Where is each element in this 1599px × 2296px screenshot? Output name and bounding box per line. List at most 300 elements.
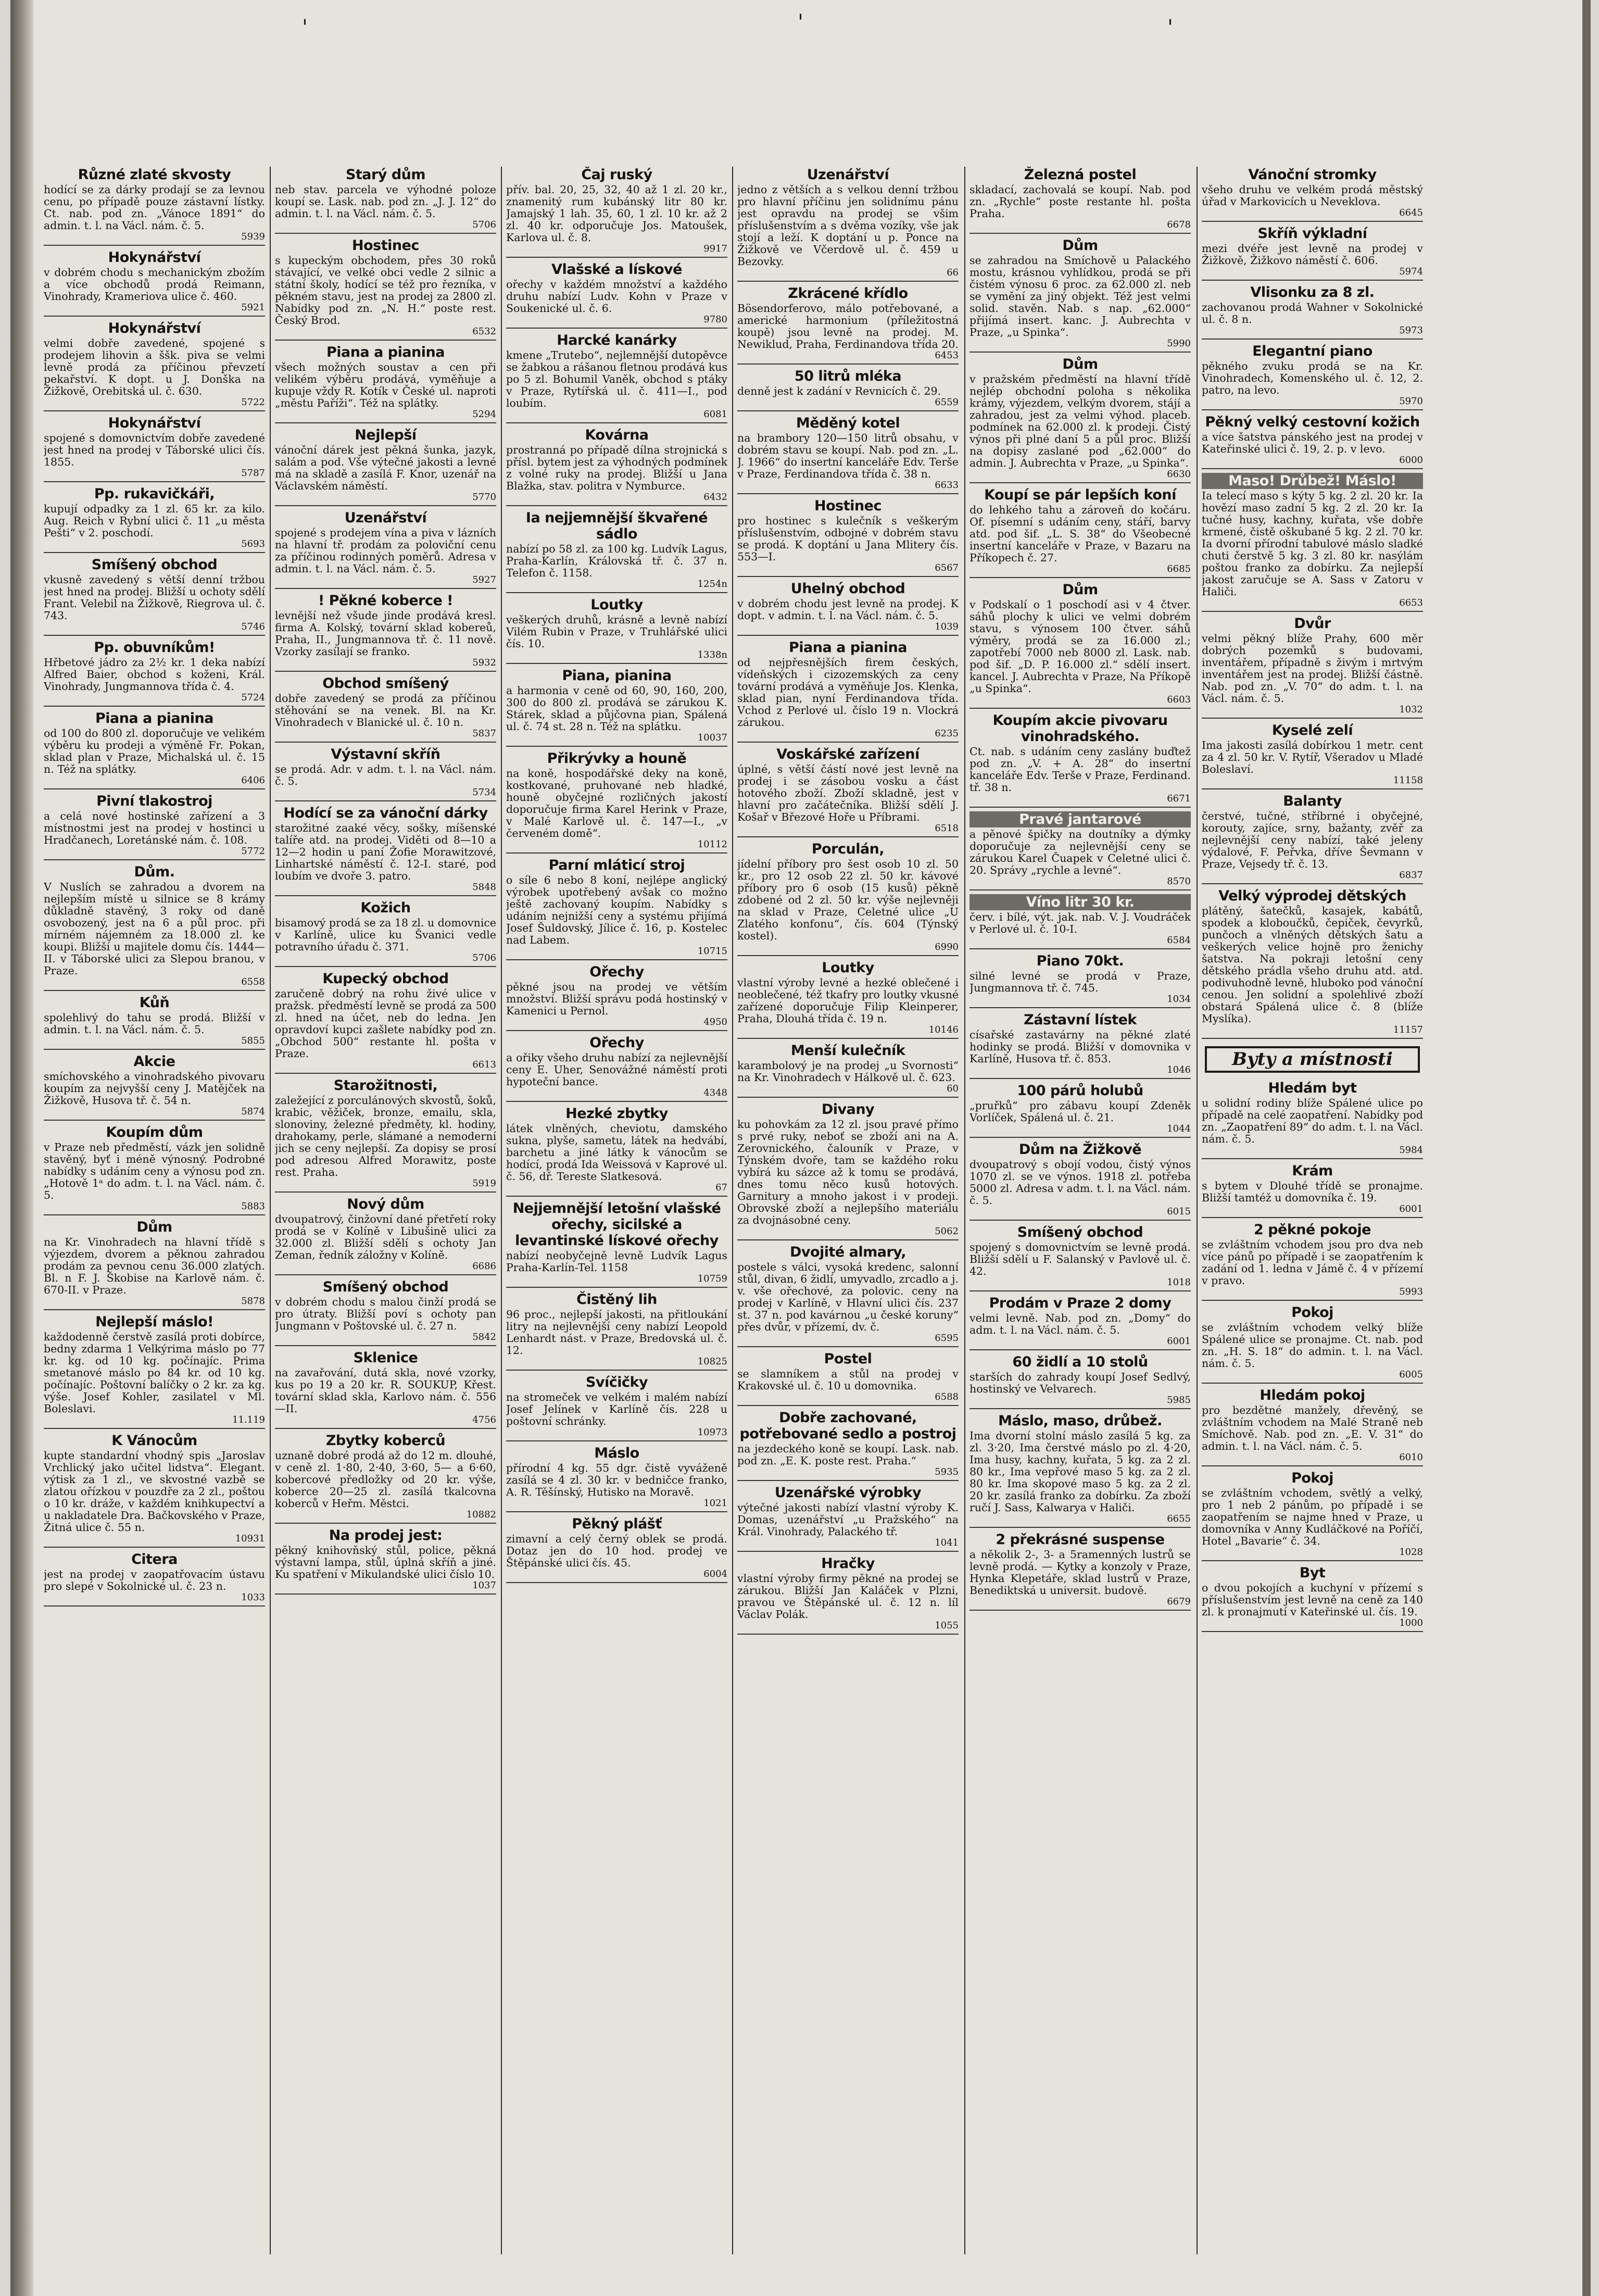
ad-title: Smíšený obchod — [1017, 1224, 1143, 1240]
ad-body: pěkný knihovňský stůl, police, pěkná výstavní lampa, stůl, úplná skříň a jiné. Ku spatření v Mikulandské ulici číslo 10. — [275, 1544, 496, 1580]
section-banner: Byty a místnosti — [1205, 1046, 1420, 1073]
ad-title: Měděný kotel — [796, 415, 900, 431]
ad-separator — [44, 481, 265, 482]
ad-body: hodící se za dárky prodají se za levnou cenu, po případě pouze zástavní lístky. Ct. nab. pod zn. „Vánoce 1891“ do admin. t. l. na Václ. nám. č. 5. — [44, 183, 265, 232]
ad-number: 67 — [715, 1182, 727, 1193]
classified-ad — [737, 1043, 959, 1098]
ad-number: 6432 — [703, 492, 727, 503]
ad-number: 11157 — [1393, 1024, 1423, 1035]
ad-separator — [737, 1097, 959, 1098]
classified-ad — [506, 964, 727, 1031]
ad-separator — [506, 852, 727, 854]
ad-number: 1046 — [1167, 1064, 1191, 1075]
ad-title: Ořechy — [589, 1035, 644, 1051]
classified-ad — [275, 510, 496, 589]
classified-ad — [970, 167, 1191, 234]
ad-number: 6603 — [1167, 694, 1191, 705]
ad-body: karambolový je na prodej „u Svornosti“ na Kr. Vinohradech v Hálkově ul. č. 623. — [737, 1059, 959, 1084]
ad-title: Kyselé zelí — [1271, 722, 1353, 738]
ad-title: Dům — [1062, 356, 1098, 372]
ad-number: 6630 — [1167, 469, 1191, 480]
ad-number: 6679 — [1167, 1596, 1191, 1607]
classified-ad — [1202, 1163, 1423, 1218]
ad-title: Smíšený obchod — [91, 557, 218, 573]
ad-title: Máslo — [594, 1445, 639, 1461]
ad-title: Balanty — [1283, 793, 1342, 809]
ad-title: Výstavní skříň — [331, 746, 440, 762]
ad-number: 5724 — [241, 692, 265, 703]
classified-ad — [275, 746, 496, 801]
classified-ad — [970, 1083, 1191, 1138]
ad-body: císařské zastavárny na pěkné zlaté hodinky se prodá. Bližší v domovnika v Karlíně, Husova tř. č. 853. — [970, 1028, 1191, 1065]
ad-separator — [506, 592, 727, 593]
ad-title: 60 židlí a 10 stolů — [1012, 1354, 1148, 1370]
classified-ad — [275, 971, 496, 1074]
classified-ad — [1202, 1304, 1423, 1384]
ad-body: se zvláštním vchodem, světlý a velký, pro 1 neb 2 pánům, po případě i se zaopatřením se najme hned v Praze, u domovníka v Anny Kudláčkové na Poříčí, Hotel „Bavarie“ č. 34. — [1202, 1487, 1423, 1547]
classified-ad — [506, 1291, 727, 1371]
ad-separator — [275, 505, 496, 506]
ad-number: 10759 — [697, 1273, 727, 1284]
ad-number: 6532 — [472, 326, 496, 337]
classified-ad — [275, 237, 496, 341]
classified-ad — [737, 1555, 959, 1635]
ad-number: 1032 — [1399, 704, 1423, 715]
ad-title: Zástavní lístek — [1024, 1012, 1137, 1028]
ad-title: Kůň — [139, 995, 170, 1011]
ad-separator — [506, 1101, 727, 1102]
ad-number: 6001 — [1167, 1336, 1191, 1347]
ad-body: a pěnové špičky na doutníky a dýmky doporučuje za nejlevnější ceny se zárukou Karel Čuapek v Celetné ulici č. 20. Správy „rychle a levné“. — [970, 828, 1191, 876]
ad-number: 5984 — [1399, 1145, 1423, 1156]
ad-body: výtečné jakosti nabízí vlastní výroby K. Domas, uzenářství „u Pražského“ na Král. Vinohrady, Palackého tř. — [737, 1501, 959, 1538]
ad-body: dobře zavedený se prodá za příčinou stěhování se na venek. Bl. na Kr. Vinohradech v Blanické ul. č. 10 n. — [275, 692, 496, 729]
ad-title: K Vánocům — [111, 1433, 197, 1449]
ad-body: bisamový prodá se za 18 zl. u domovnice v Karlíně, ulice ku Švanici vedle potravního úřadu č. 371. — [275, 917, 496, 953]
ad-title: Voskářské zařízení — [776, 746, 920, 762]
ad-separator — [506, 257, 727, 258]
ad-number: 6453 — [935, 350, 959, 361]
ad-body: mezi dvéře jest levně na prodej v Žižkově, Žižkovo náměstí č. 606. — [1202, 242, 1423, 267]
ad-title: Hezké zbytky — [565, 1106, 668, 1122]
ad-body: spojený s domovnictvím se levně prodá. Bližší sdělí u F. Salanský v Pavlově ul. č. 42. — [970, 1241, 1191, 1277]
ad-body: s bytem v Dlouhé třídě se pronajme. Bližší tamtéž u domovníka č. 19. — [1202, 1180, 1423, 1204]
ad-separator — [275, 1345, 496, 1346]
classified-ad — [506, 261, 727, 329]
ad-body: všech možných soustav a cen při velikém výběru prodává, vyměňuje a kupuje vždy R. Kotík v České ul. naproti „městu Paříži“. Též na splátky. — [275, 361, 496, 409]
ad-separator — [1202, 409, 1423, 410]
ad-separator — [1202, 883, 1423, 884]
ad-title: Koupí se pár lepších koní — [984, 487, 1176, 503]
classified-ad — [275, 167, 496, 234]
ad-number: 5787 — [241, 468, 265, 479]
ad-separator — [1202, 1465, 1423, 1466]
ad-separator — [1202, 1631, 1423, 1632]
ad-title: 50 litrů mléka — [794, 368, 902, 384]
ad-title: Maso! Drůbež! Máslo! — [1202, 473, 1423, 489]
ad-number: 6000 — [1399, 455, 1423, 466]
ad-body: o dvou pokojích a kuchyní v přízemí s příslušenstvím jest levně na ceně za 140 zl. k pronajmutí v Kateřinské ul. čís. 19. — [1202, 1582, 1423, 1618]
ad-body: na stromeček ve velkém i malém nabízí Josef Jelínek v Karlíně čís. 228 u poštovní schránky. — [506, 1391, 727, 1427]
ad-number: 5973 — [1399, 325, 1423, 336]
ink-mark: ' — [798, 10, 803, 34]
ad-number: 6655 — [1167, 1513, 1191, 1524]
ad-number: 5706 — [472, 219, 496, 230]
ad-body: a celá nové hostinské zařízení a 3 místnostmi jest na prodej v hostinci u Hradčanech, Loretánské nám. č. 108. — [44, 810, 265, 846]
ad-separator — [44, 788, 265, 789]
ad-number: 6685 — [1167, 563, 1191, 574]
ad-separator — [506, 1440, 727, 1441]
ad-separator — [737, 836, 959, 837]
ad-separator — [1202, 1038, 1423, 1039]
classified-ad — [737, 639, 959, 743]
ad-separator — [275, 671, 496, 672]
ad-body: denně jest k zadání v Revnicích č. 29. — [737, 385, 941, 397]
ad-body: vánoční dárek jest pěkná šunka, jazyk, salám a pod. Vše výtečné jakosti a levné má na skladě a zasílá F. Knor, uzenář na Václavském náměstí. — [275, 444, 496, 492]
classified-ad — [970, 1012, 1191, 1079]
ad-title: Vlisonku za 8 zl. — [1250, 284, 1375, 300]
ad-separator — [44, 1120, 265, 1121]
classified-ad — [1202, 473, 1423, 612]
ad-number: 4756 — [472, 1414, 496, 1425]
ad-title: Dům — [1062, 237, 1098, 254]
classified-ad — [275, 1077, 496, 1193]
ad-separator — [44, 1049, 265, 1050]
ad-body: v dobrém chodu jest levně na prodej. K dopt. v admin. t. l. na Václ. nám. č. 5. — [737, 597, 959, 622]
ad-body: spojené s domovnictvím dobře zavedené jest hned na prodej v Táborské ulici čís. 1855. — [44, 432, 265, 468]
ad-body: spolehlivý do tahu se prodá. Bližší v admin. t. l. na Václ. nám. č. 5. — [44, 1011, 265, 1036]
ad-body: od 100 do 800 zl. doporučuje ve velikém výběru ku prodeji a výměně Fr. Pokan, sklad plan v Praze, Michalská ul. č. 15 n. Též na splátky. — [44, 727, 265, 775]
classified-ad — [275, 675, 496, 743]
ad-number: 6678 — [1167, 219, 1191, 230]
ad-separator — [44, 1605, 265, 1607]
ad-title: Byt — [1299, 1565, 1326, 1581]
ad-body: všeho druhu ve velkém prodá městský úřad v Markovicích u Neveklova. — [1202, 183, 1423, 208]
ad-number: 5974 — [1399, 266, 1423, 277]
ad-body: silné levné se prodá v Praze, Jungmannova tř. č. 745. — [970, 970, 1191, 994]
ad-number: 1039 — [935, 621, 959, 632]
ad-title: Divany — [821, 1101, 875, 1118]
ad-number: 5734 — [472, 787, 496, 798]
ad-title: Menší kulečník — [790, 1043, 905, 1059]
ink-mark: ' — [302, 16, 308, 40]
ad-separator — [275, 1523, 496, 1524]
ad-body: se zvláštním vchodem jsou pro dva neb více pánů po případě i se zaopatřením k zadání od 1. ledna v Jámě č. 4 v přízemí v pravo. — [1202, 1238, 1423, 1287]
ad-title: Dům. — [134, 864, 175, 880]
ad-number: 5772 — [241, 846, 265, 857]
classified-ad — [275, 1279, 496, 1346]
ad-title: Pokoj — [1291, 1470, 1333, 1486]
classified-ad — [44, 486, 265, 553]
ad-title: Na prodej jest: — [329, 1527, 443, 1544]
ad-separator — [970, 233, 1191, 234]
ad-number: 5878 — [241, 1296, 265, 1307]
ad-body: na jezdeckého koně se koupí. Lask. nab. pod zn. „E. K. poste rest. Praha.“ — [737, 1442, 959, 1467]
ad-title: Zkrácené křídlo — [788, 285, 908, 302]
ad-number: 5842 — [472, 1332, 496, 1343]
ad-title: Pokoj — [1291, 1304, 1333, 1321]
ad-number: 6558 — [241, 976, 265, 987]
ad-body: a několik 2-, 3- a 5ramenných lustrů se levně prodá. — Kytky a konzoly v Praze, Hynka Klepetáře, sklad lustrů v Praze, Benediktská u universit. budově. — [970, 1548, 1191, 1597]
ad-number: 5883 — [241, 1201, 265, 1212]
classified-ad — [737, 415, 959, 494]
classified-ad — [44, 320, 265, 411]
ad-body: jest na prodej v zaopatřovacím ústavu pro slepé v Sokolnické ul. č. 23 n. — [44, 1568, 265, 1592]
ad-title: Pěkný velký cestovní kožich — [1205, 414, 1420, 430]
ad-body: spojené s prodejem vína a piva v lázních na hlavní tř. prodám za poloviční cenu za příčinou rodinných poměrů. Adresa v admin. t. l. na Václ. nám. č. 5. — [275, 526, 496, 575]
ad-body: Ia telecí maso s kýty 5 kg. 2 zl. 20 kr. Ia hovězí maso zadní 5 kg. 2 zl. 20 kr. Ia tučné husy, kachny, kuřata, vše dobře krmené, čistě oškubané 5 kg. 2 zl. 70 kr. Ia dvorní přírodní tabulové máslo sladké chuti čerstvě 5 kg. 3 zl. 80 kr. nasýlám poštou franko za dobírku. Za nejlepší jakost zaručuje se A. Sass v Zatoru v Haliči. — [1202, 490, 1423, 598]
ad-title: Uhelný obchod — [790, 581, 905, 597]
ad-number: 9917 — [703, 243, 727, 254]
ad-body: ořechy v každém množství a každého druhu nabízí Ludv. Kohn v Praze v Soukenické ul. č. 6. — [506, 278, 727, 315]
ad-separator — [737, 1346, 959, 1347]
ad-separator — [44, 1214, 265, 1215]
ad-number: 1055 — [935, 1620, 959, 1631]
ad-title: Hokynářství — [108, 415, 201, 431]
classified-ad — [970, 811, 1191, 890]
classified-ad — [44, 995, 265, 1050]
ad-separator — [275, 800, 496, 801]
ad-title: Harcké kanárky — [557, 332, 677, 348]
ad-separator — [506, 1287, 727, 1288]
classified-ad — [275, 1433, 496, 1524]
ad-title: 2 pěkné pokoje — [1254, 1222, 1371, 1238]
ad-title: Hledám pokoj — [1260, 1387, 1365, 1403]
ad-title: 100 párů holubů — [1017, 1083, 1143, 1099]
ad-number: 6613 — [472, 1059, 496, 1070]
ad-title: Čistěný lih — [576, 1291, 657, 1308]
ad-separator — [44, 552, 265, 553]
ad-number: 5837 — [472, 728, 496, 739]
column-divider — [964, 167, 965, 2254]
classified-ad — [275, 805, 496, 896]
ad-number: 6406 — [241, 775, 265, 786]
ad-separator — [275, 1191, 496, 1193]
ad-separator — [275, 742, 496, 743]
classified-ad — [1202, 1470, 1423, 1561]
ad-body: jídelní příbory pro šest osob 10 zl. 50 kr., pro 12 osob 22 zl. 50 kr. kávové příbory pro 6 osob (15 kusů) pěkně zdobené od 2 zl. 50 kr. výše nejlevněji na sklad v Praze, Celetné ulice „U Zlatého konfonu“, čís. 604 (Týnský kostel). — [737, 858, 959, 942]
ad-number: 5294 — [472, 409, 496, 420]
ad-title: Ia nejjemnější škvařené sádlo — [525, 510, 708, 542]
classified-ad — [506, 750, 727, 854]
ad-body: plátěný, šatečků, kasajek, kabátů, spodek a kloboučků, čepiček, čevyrků, punčoch a vlněných dětských šatu a veškerých velice hojně pro ženichy šatstva. Na pokraji letošní ceny dětského prádla všeho druhu atd. atd. podivuhodně levně, hluboko pod vánoční cenou. Jen solidní a spolehlivé zboží obstará Spálená ulice č. 8 (blíže Myslíka). — [1202, 905, 1423, 1025]
column-4 — [737, 167, 959, 2265]
ad-body: na koně, hospodářské deky na koně, kostkované, pruhované neb hladké, houně obyčejné rozličných jakostí doporučuje firma Karel Herink v Praze, v Malé Karlově ul. č. 147—I., „v červeném domě“. — [506, 767, 727, 839]
ad-number: 10931 — [235, 1533, 265, 1544]
ad-number: 1000 — [1399, 1617, 1423, 1628]
ad-number: 5722 — [241, 397, 265, 408]
ad-title: Piano 70kt. — [1036, 953, 1124, 969]
classified-ad — [970, 487, 1191, 578]
ad-separator — [1202, 1383, 1423, 1384]
ad-number: 5932 — [472, 657, 496, 668]
ad-separator — [970, 482, 1191, 483]
ad-separator — [44, 859, 265, 860]
column-divider — [732, 167, 733, 2254]
classified-ad — [970, 582, 1191, 709]
ad-body: úplné, s větší částí nové jest levně na prodej i se zásobou vosku a část hotového zboží. Zboží skladně, jest v hlavní pro začátečníka. Bližší sdělí J. Košař v Březové Hoře u Příbrami. — [737, 763, 959, 823]
ad-separator — [970, 708, 1191, 709]
classified-ad — [44, 249, 265, 317]
ink-mark: ' — [1167, 16, 1173, 40]
ad-separator — [970, 577, 1191, 578]
ad-separator — [970, 1349, 1191, 1350]
classified-ad — [1202, 225, 1423, 281]
ad-body: pěkné jsou na prodej ve větším množství. Bližší správu podá hostinský v Kamenici u Pernol. — [506, 981, 727, 1017]
ad-number: 6081 — [703, 409, 727, 420]
classified-ad — [275, 344, 496, 423]
ad-number: 5985 — [1167, 1395, 1191, 1406]
ad-body: kupují odpadky za 1 zl. 65 kr. za kilo. Aug. Reich v Rybní ulici č. 11 „u města Pešti“ v 2. poschodí. — [44, 503, 265, 539]
ad-separator — [970, 889, 1191, 890]
ad-separator — [737, 742, 959, 743]
ad-separator — [506, 505, 727, 506]
classified-ad — [44, 1433, 265, 1548]
ad-separator — [737, 1239, 959, 1240]
classified-ad — [44, 1314, 265, 1429]
ad-title: Dvojité almary, — [789, 1244, 906, 1260]
ad-body: Ima dvorní stolní máslo zasílá 5 kg. za zl. 3·20, Ima čerstvé máslo po zl. 4·20, Ima husy, kachny, kuřata, 5 kg. za 2 zl. 80 kr., Ima vepřové maso 5 kg. za 2 zl. 80 kr. Ima skopové maso 5 kg. za 2 zl. 20 kr. zasílá franko za dobírku. Za zboží ručí J. Sass, Kalwarya v Haliči. — [970, 1429, 1191, 1514]
ad-title: Dobře zachované, potřebované sedlo a postroj — [739, 1410, 956, 1442]
classified-ad — [970, 712, 1191, 808]
ad-number: 60 — [947, 1083, 959, 1094]
ad-separator — [44, 410, 265, 411]
classified-ad — [44, 557, 265, 636]
classified-ad — [44, 1551, 265, 1607]
ad-body: s kupeckým obchodem, přes 30 roků stávající, ve velké obci vedle 2 silnic a státní školy, hodící se též pro řezníka, v pěkném stavu, jest na prodej za 2800 zl. Nabídky pod zn. „N. H.“ poste rest. Český Brod. — [275, 254, 496, 327]
classified-ad — [1202, 1565, 1423, 1632]
ad-body: „pruřků“ pro zábavu koupí Zdeněk Vorlíček, Spálená ul. č. 21. — [970, 1099, 1191, 1124]
ad-number: 6559 — [935, 397, 959, 408]
ad-separator — [970, 1078, 1191, 1079]
ad-separator — [737, 1405, 959, 1406]
classified-ad — [44, 864, 265, 991]
ad-body: neb stav. parcela ve výhodné poloze koupí se. Lask. nab. pod zn. „J. J. 12“ do admin. t. l. na Václ. nám. č. 5. — [275, 183, 496, 220]
ad-separator — [506, 1511, 727, 1512]
ad-body: jedno z větších a s velkou denní tržbou pro hlavní příčinu jen solidnímu pánu jest opravdu na prodej se všim příslušenstvím a s dvěma vozíky, vše jak stojí a leží. K doptání u p. Ponce na Žižkově ve Včerdově ul. č. 459 u Bezovky. — [737, 183, 959, 268]
ad-separator — [970, 1527, 1191, 1528]
ad-separator — [1202, 1158, 1423, 1159]
classified-ad — [506, 1374, 727, 1441]
ad-title: Vánoční stromky — [1248, 167, 1377, 183]
ad-body: v dobrém chodu s malou činží prodá se pro útraty. Bližší poví s ochoty pan Jungmann v Poštovské ul. č. 27 n. — [275, 1296, 496, 1332]
ad-title: Koupím dům — [106, 1124, 203, 1140]
classified-ad — [970, 1413, 1191, 1528]
ad-body: levnější než všude jinde prodává kresl. firma A. Kolský, tovární sklad kobereů, Praha, II., Jungmannova tř. č. 11 nově. Vzorky zasílají se franko. — [275, 609, 496, 658]
classified-ad — [506, 668, 727, 747]
ad-number: 8570 — [1167, 876, 1191, 887]
classified-ad — [737, 1351, 959, 1406]
ad-number: 5935 — [935, 1466, 959, 1477]
ad-separator — [1202, 788, 1423, 789]
ad-body: se zahradou na Smíchově u Palackého mostu, krásnou vyhlídkou, prodá se při čistém výnosu 6 proc. za 62.000 zl. neb se vymění za jiný objekt. Též jest velmi solid. stavěn. Nab. s nap. „62.000“ přijímá insert. kanc. J. Aubrechta v Praze, „u Spinka“. — [970, 254, 1191, 338]
ad-title: Přikrývky a houně — [547, 750, 687, 767]
ad-body: každodenně čerstvě zasílá proti dobírce, bedny zdarma 1 Velkýrima máslo po 77 kr. kg. od 10 kg. počínajíc. Prima smetanové máslo po 84 kr. od 10 kg. počínajíc. Poštovní balíčky o 2 kr. za kg. výše. Josef Kohler, zasilatel v Ml. Boleslavi. — [44, 1331, 265, 1415]
ad-body: nabízí po 58 zl. za 100 kg. Ludvík Lagus, Praha-Karlín, Královská tř. č. 37 n. Telefon č. 1158. — [506, 543, 727, 579]
ad-separator — [1202, 221, 1423, 222]
classified-ad — [970, 1295, 1191, 1350]
ad-number: 1338n — [697, 649, 727, 660]
ad-title: Pp. obuvníkům! — [94, 639, 215, 656]
classified-ad — [1202, 414, 1423, 469]
ad-number: 10973 — [697, 1427, 727, 1438]
ad-title: Nejjemnější letošní vlašské ořechy, sicilské a levantinské lískové ořechy — [512, 1200, 721, 1249]
classified-ad — [506, 1445, 727, 1512]
ad-body: pro hostinec s kulečník s veškerým příslušenstvím, odbojné v dobrém stavu se prodá. K doptání u Jana Mlitery čís. 553—I. — [737, 515, 959, 563]
classified-ad — [970, 237, 1191, 353]
ad-number: 6686 — [472, 1261, 496, 1272]
ad-number: 6653 — [1399, 597, 1423, 608]
classified-ad — [44, 639, 265, 707]
classified-ad — [970, 1532, 1191, 1611]
ad-title: Uzenářské výrobky — [774, 1485, 922, 1501]
ad-number: 5062 — [935, 1226, 959, 1237]
ad-body: přív. bal. 20, 25, 32, 40 až 1 zl. 20 kr., znamenitý rum kubánský litr 80 kr. Jamajský 1 lah. 35, 60, 1 zl. 10 kr. až 2 zl. 40 kr. odporučuje Jos. Matoušek, Karlova ul. č. 8. — [506, 183, 727, 244]
ad-separator — [737, 635, 959, 636]
ad-title: Porculán, — [811, 841, 885, 857]
ad-body: dvoupatrový s obojí vodou, čistý výnos 1070 zl. se ve výnos. 1918 zl. potřeba 5000 zl. Adresa v adm. t. l. na Václ. nám. č. 5. — [970, 1158, 1191, 1207]
classified-ad — [506, 510, 727, 593]
ad-body: v pražském předměstí na hlavní třídě nejlép obchodní poloha s několika krámy, výjezdem, velkým dvorem, stájí a zahradou, jest za velmi výhod. placeb. podmínek na 62.000 zl. k prodeji. Čistý výnos při plné daní 5 a půl proc. Bližší na dopisy zaslané pod „62.000“ do admin. J. Aubrechta v Praze, „u Spinka“. — [970, 373, 1191, 469]
ad-body: Ima jakosti zasílá dobírkou 1 metr. cent za 4 zl. 50 kr. V. Rytíř, Všeradov u Mladé Boleslaví. — [1202, 739, 1423, 775]
ad-separator — [970, 1610, 1191, 1611]
ad-title: Hledám byt — [1268, 1080, 1357, 1096]
classified-ad — [506, 1200, 727, 1288]
ad-title: Smíšený obchod — [322, 1279, 449, 1295]
ad-body: Bösendorferovo, málo potřebované, a americké harmonium (příležitostná koupě) jsou levně na prodej. M. Newiklud, Praha, Ferdinandova třída 20. — [737, 302, 959, 350]
ad-title: Železná postel — [1024, 167, 1137, 183]
ad-separator — [737, 410, 959, 411]
ad-number: 10882 — [466, 1509, 496, 1520]
ad-number: 6518 — [935, 823, 959, 834]
ad-body: ku pohovkám za 12 zl. jsou pravé přímo s prvé ruky, neboť se zboží ani na A. Zerovnického, čalouník v Praze, v Týnském dvoře, tam se každého roku vybírá ku sázce až k tomu se prodává, dnes tomu něco kusů hotových. Garnitury a mnoho jakost i v prodeji. Obrovské zboží a nejlepšího materiálu za dvojnásobné ceny. — [737, 1118, 959, 1226]
classified-ad — [275, 427, 496, 506]
ad-title: Kupecký obchod — [322, 971, 449, 987]
ad-separator — [970, 807, 1191, 808]
ad-body: u solidní rodiny blíže Spálené ulice po případě na celé zaopatření. Nabídky pod zn. „Zaopatření 89“ do adm. t. l. na Václ. nám. č. 5. — [1202, 1097, 1423, 1145]
ad-separator — [44, 706, 265, 707]
classified-ad — [737, 1410, 959, 1481]
ad-number: 10146 — [928, 1024, 959, 1035]
ad-title: Hokynářství — [108, 249, 201, 266]
column-5 — [970, 167, 1191, 2265]
ad-separator — [44, 635, 265, 636]
column-divider — [501, 167, 502, 2254]
classified-ad — [44, 793, 265, 860]
ad-title: Nejlepší máslo! — [95, 1314, 213, 1330]
ad-number: 6004 — [703, 1569, 727, 1579]
ad-title: Piana a pianina — [326, 344, 445, 360]
classified-ad — [737, 581, 959, 636]
ad-number: 5874 — [241, 1106, 265, 1117]
ad-body: na brambory 120—150 litrů obsahu, v dobrém stavu se koupí. Nab. pod zn. „L. J. 1966“ do insertní kanceláře Edv. Terše v Praze, Ferdinandova třída č. 38 n. — [737, 432, 959, 480]
ad-separator — [737, 1551, 959, 1552]
ad-body: zaručeně dobrý na rohu živé ulice v pražsk. předměstí levně se prodá za 500 zl. hned na účet, neb do ledna. Jen opravdoví kupci zašlete nabídky pod zn. „Obchod 500“ restante hl. pošta v Praze. — [275, 987, 496, 1060]
ad-number: 1034 — [1167, 994, 1191, 1005]
classified-ad — [1202, 284, 1423, 340]
classified-ad — [970, 953, 1191, 1008]
classified-ad — [275, 900, 496, 967]
ad-body: a harmonia v ceně od 60, 90, 160, 200, 300 do 800 zl. prodává se zárukou K. Stárek, sklad a půjčovna pian, Spálená ul. č. 74 st. 28 n. Též na splátku. — [506, 684, 727, 733]
ad-number: 4348 — [703, 1087, 727, 1098]
ad-title: Loutky — [822, 960, 874, 976]
ad-number: 5770 — [472, 492, 496, 503]
ad-title: Ořechy — [589, 964, 644, 980]
ad-title: Máslo, maso, drůbež. — [998, 1413, 1162, 1429]
ad-title: Koupím akcie pivovaru vinohradského. — [992, 712, 1168, 745]
ad-number: 5993 — [1399, 1286, 1423, 1297]
ad-separator — [44, 1547, 265, 1548]
